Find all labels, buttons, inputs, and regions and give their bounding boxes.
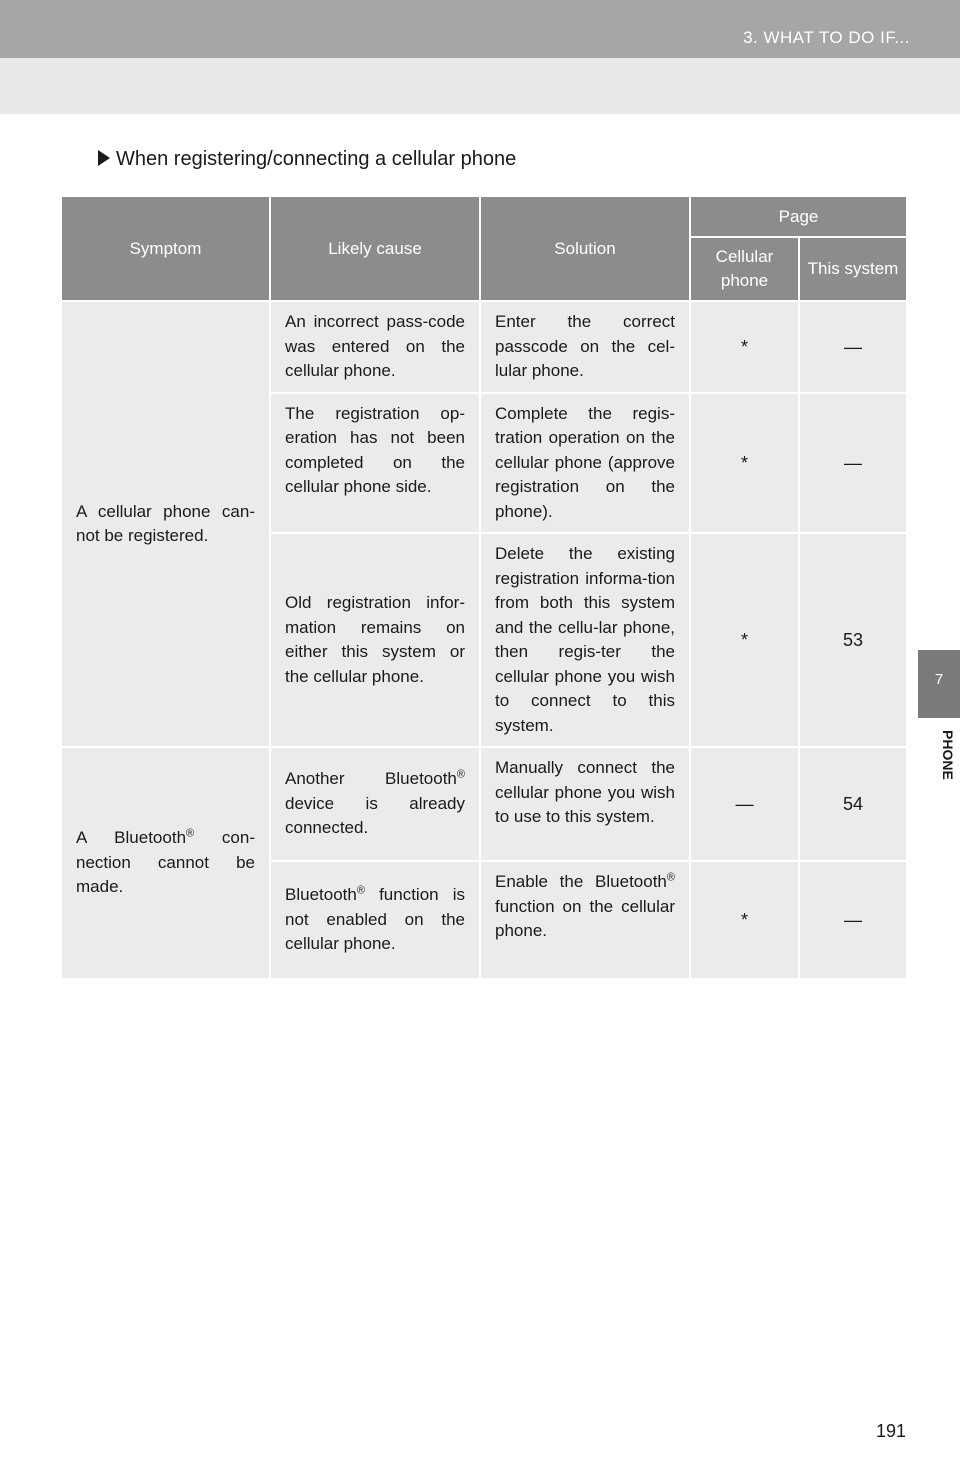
solution-cell: Enable the Bluetooth® function on the cellular phone. bbox=[480, 861, 690, 979]
troubleshooting-table bbox=[60, 195, 908, 980]
header-likely-cause: Likely cause bbox=[270, 196, 480, 301]
cellular-page-cell: * bbox=[690, 533, 799, 747]
section-heading-text: When registering/connecting a cellular phone bbox=[116, 148, 517, 170]
header-cellular-phone: Cellular phone bbox=[690, 237, 799, 301]
header-this-system: This system bbox=[799, 237, 907, 301]
page-number: 191 bbox=[875, 1421, 906, 1441]
symptom-cell: A Bluetooth® con-nection cannot be made. bbox=[61, 747, 270, 979]
system-page-cell: — bbox=[799, 301, 907, 393]
solution-cell: Enter the correct passcode on the cel-lular phone. bbox=[480, 301, 690, 393]
chapter-label: PHONE bbox=[940, 730, 956, 780]
cause-cell: The registration op-eration has not been completed on the cellular phone side. bbox=[270, 393, 480, 534]
table-row bbox=[61, 301, 907, 393]
system-page-cell: 53 bbox=[799, 533, 907, 747]
cellular-page-cell: * bbox=[690, 861, 799, 979]
cause-cell: An incorrect pass-code was entered on the cellular phone. bbox=[270, 301, 480, 393]
header-sub-band bbox=[0, 58, 960, 114]
chapter-tab: 7 bbox=[918, 650, 960, 718]
cellular-page-cell: * bbox=[690, 301, 799, 393]
triangle-bullet-icon bbox=[98, 150, 110, 166]
solution-cell: Complete the regis-tration operation on the cellular phone (approve registration on the phone). bbox=[480, 393, 690, 534]
cellular-page-cell: * bbox=[690, 393, 799, 534]
header-title: 3. WHAT TO DO IF... bbox=[743, 28, 910, 47]
section-heading bbox=[98, 148, 516, 171]
symptom-cell: A cellular phone can-not be registered. bbox=[61, 301, 270, 747]
solution-cell: Manually connect the cellular phone you wish to use to this system. bbox=[480, 747, 690, 861]
system-page-cell: — bbox=[799, 393, 907, 534]
system-page-cell: — bbox=[799, 861, 907, 979]
cause-cell: Old registration infor-mation remains on either this system or the cellular phone. bbox=[270, 533, 480, 747]
solution-cell: Delete the existing registration informa-tion from both this system and the cellu-lar phone, then regis-ter the cellular phone you wish to connect to this system. bbox=[480, 533, 690, 747]
cause-cell: Bluetooth® function is not enabled on the cellular phone. bbox=[270, 861, 480, 979]
header-symptom: Symptom bbox=[61, 196, 270, 301]
cellular-page-cell: — bbox=[690, 747, 799, 861]
table-row bbox=[61, 747, 907, 861]
cause-cell: Another Bluetooth® device is already connected. bbox=[270, 747, 480, 861]
header-page: Page bbox=[690, 196, 907, 237]
system-page-cell: 54 bbox=[799, 747, 907, 861]
header-solution: Solution bbox=[480, 196, 690, 301]
